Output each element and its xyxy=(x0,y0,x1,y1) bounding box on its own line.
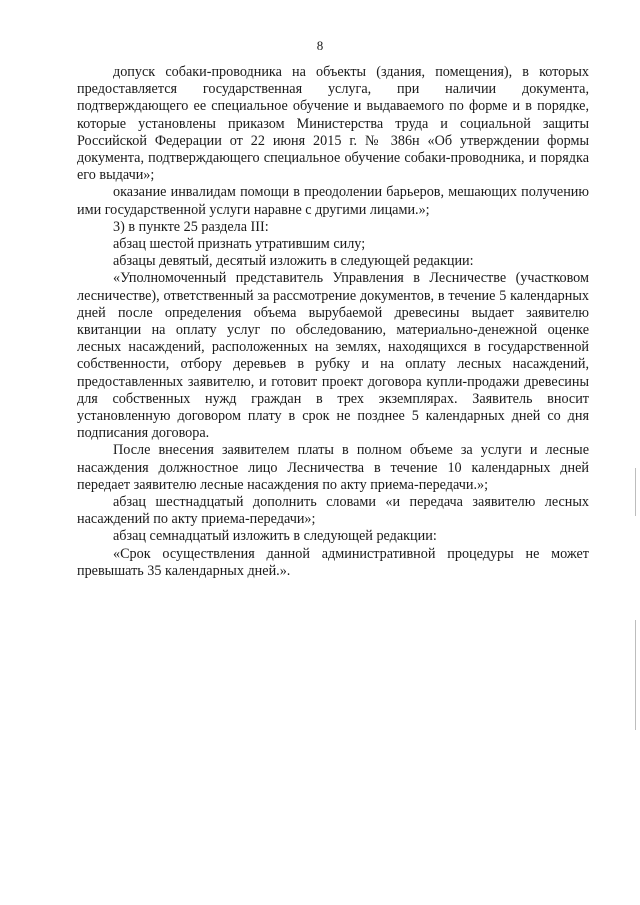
paragraph-after-payment: После внесения заявителем платы в полном объеме за услуги и лесные насаждения должностное лицо Лесничества в течение 10 календарных дней передает заявителю лесные насаждения по акту приема-передачи.»; xyxy=(77,442,589,493)
paragraph-ninth-tenth-new-edition: абзацы девятый, десятый изложить в следующей редакции: xyxy=(113,253,474,270)
document-body xyxy=(77,64,589,580)
page-number: 8 xyxy=(316,38,324,53)
paragraph-authorized-representative: «Уполномоченный представитель Управления в Лесничестве (участковом лесничестве), ответственный за рассмотрение документов, в течение 5 календарных дней после определения объема вырубаемой древесины выдает заявителю квитанции на оплату услуг по обследованию, материально-денежной оценке лесных насаждений, расположенных на землях, находящихся в государственной собственности, отбору деревьев в рубку и на оплату лесных насаждений, предоставленных заявителю, и готовит проект договора купли-продажи древесины для собственных нужд граждан в трех экземплярах. Заявитель вносит установленную договором плату в срок не позднее 5 календарных дней со дня подписания договора. xyxy=(77,270,589,442)
paragraph-sixth-invalid: абзац шестой признать утратившим силу; xyxy=(113,236,366,253)
paragraph-procedure-term: «Срок осуществления данной административной процедуры не может превышать 35 календарных дней.». xyxy=(77,545,589,579)
paragraph-assistance-to-disabled: оказание инвалидам помощи в преодолении барьеров, мешающих получению ими государственной услуги наравне с другими лицами.»; xyxy=(77,184,589,218)
paragraph-dog-guide-access: допуск собаки-проводника на объекты (здания, помещения), в которых предоставляется государственная услуга, при наличии документа, подтверждающего ее специальное обучение и выдаваемого по форме и в порядке, которые установлены приказом Министерства труда и социальной защиты Российской Федерации от 22 июня 2015 г. № 386н «Об утверждении формы документа, подтверждающего специальное обучение собаки-проводника, и порядка его выдачи»; xyxy=(77,64,589,184)
scan-edge-mark-top xyxy=(635,468,636,516)
paragraph-seventeenth-new-edition: абзац семнадцатый изложить в следующей редакции: xyxy=(113,528,437,545)
scan-edge-mark-bottom xyxy=(635,620,636,730)
paragraph-sixteenth-addition: абзац шестнадцатый дополнить словами «и передача заявителю лесных насаждений по акту приема-передачи»; xyxy=(77,494,589,528)
paragraph-item-3: 3) в пункте 25 раздела III: xyxy=(113,218,269,235)
